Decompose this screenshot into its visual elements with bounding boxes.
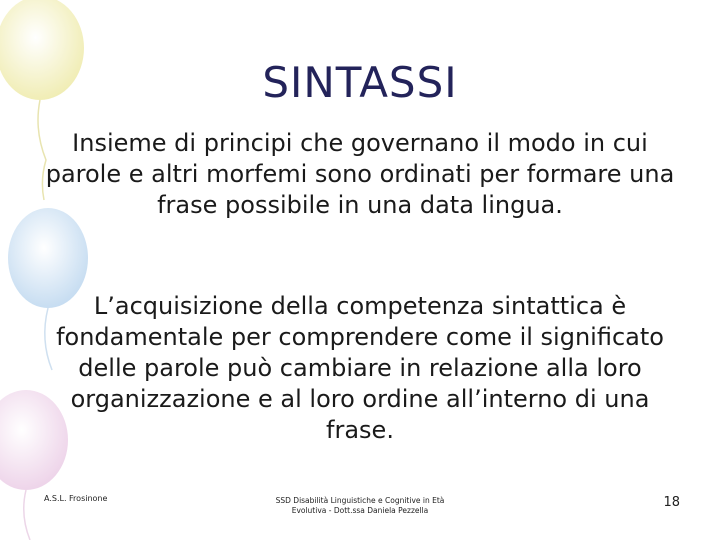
acquisition-paragraph: L’acquisizione della competenza sintattica è fondamentale per comprendere come il significato delle parole può cambiare in relazione alla loro organizzazione e al loro ordine all’interno di una frase. — [56, 292, 664, 444]
footer-course-line2: Evolutiva - Dott.ssa Daniela Pezzella — [291, 506, 429, 515]
definition-paragraph: Insieme di principi che governano il modo in cui parole e altri morfemi sono ordinati per formare una frase possibile in una data lingua. — [45, 129, 675, 219]
footer-course-line1: SSD Disabilità Linguistiche e Cognitive in Età — [275, 496, 445, 505]
page-number: 18 — [663, 495, 680, 510]
footer-organization: A.S.L. Frosinone — [44, 494, 108, 503]
footer-course — [240, 496, 480, 516]
slide-title: SINTASSI — [262, 58, 458, 107]
